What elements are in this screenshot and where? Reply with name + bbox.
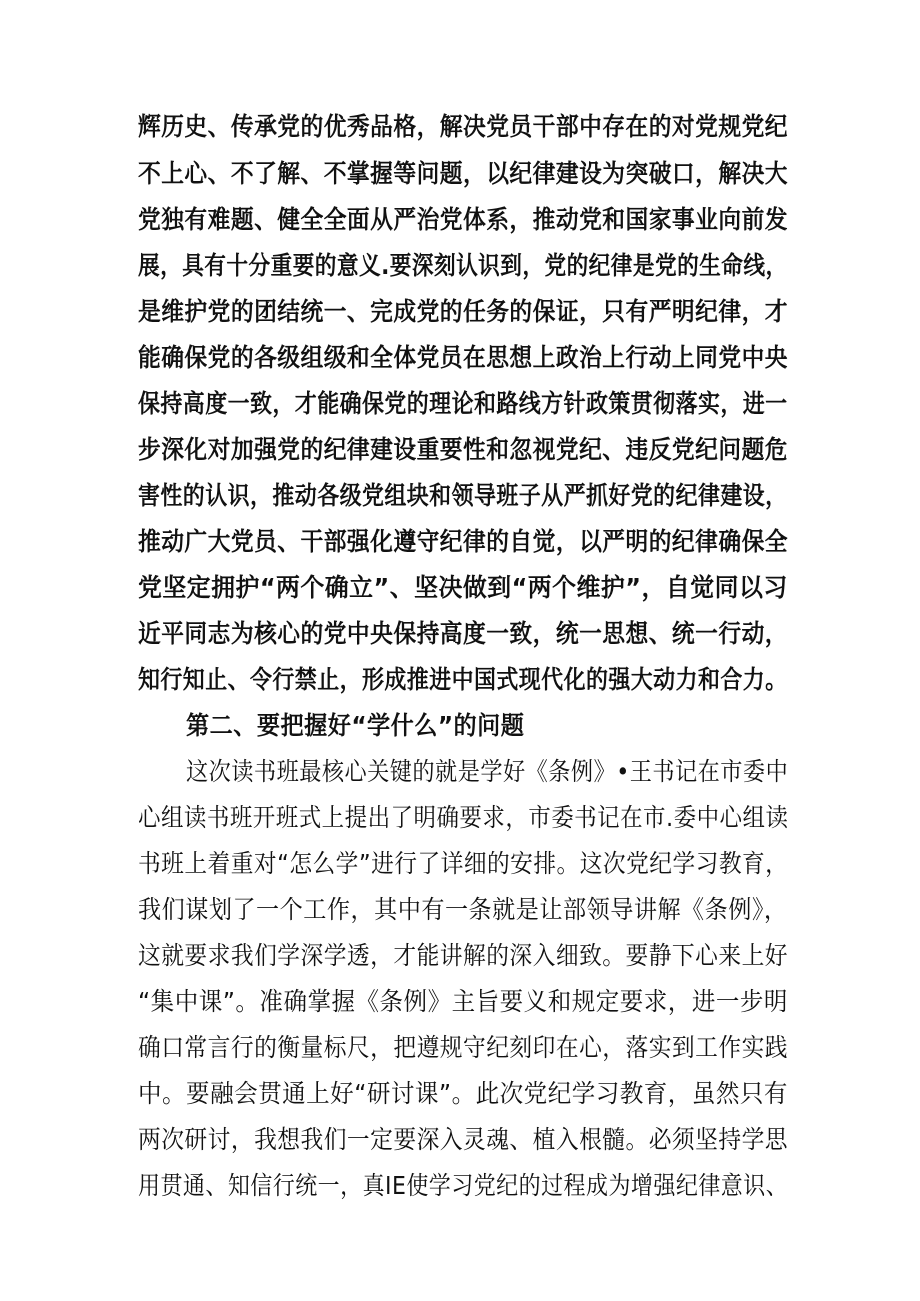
- text-line: 展，具有十分重要的意义.要深刻认识到，党的纪律是党的生命线，: [138, 251, 788, 280]
- text-line: 推动广大党员、干部强化遵守纪律的自觉，以严明的纪律确保全: [138, 527, 789, 556]
- text-line: 不上心、不了解、不掌握等问题，以纪律建设为突破口，解决大: [138, 159, 789, 188]
- text-line: 这次读书班最核心关键的就是学好《条例》•王书记在市委中: [186, 757, 789, 786]
- text-line: 书班上着重对“怎么学”进行了详细的安排。这次党纪学习教育，: [138, 849, 789, 878]
- text-line: 害性的认识，推动各级党组块和领导班子从严抓好党的纪律建设，: [138, 481, 788, 510]
- text-line: 近平同志为核心的党中央保持高度一致，统一思想、统一行动，: [138, 619, 789, 648]
- text-line: 这就要求我们学深学透，才能讲解的深入细致。要静下心来上好: [138, 941, 789, 970]
- text-line: 党独有难题、健全全面从严治党体系，推动党和国家事业向前发: [138, 205, 789, 234]
- text-line: 步深化对加强党的纪律建设重要性和忽视党纪、违反党纪问题危: [138, 435, 789, 464]
- text-line: 辉历史、传承党的优秀品格，解决党员干部中存在的对党规党纪: [138, 112, 789, 141]
- text-line: 用贯通、知信行统一，真IE使学习党纪的过程成为增强纪律意识、: [138, 1171, 789, 1200]
- section-heading: 第二、要把握好“学什么”的问题: [186, 711, 525, 740]
- text-line: “集中课”。准确掌握《条例》主旨要义和规定要求，进一步明: [138, 987, 788, 1016]
- text-line: 心组读书班开班式上提出了明确要求，市委书记在市.委中心组读: [138, 803, 789, 832]
- text-line: 是维护党的团结统一、完成党的任务的保证，只有严明纪律，才: [138, 297, 789, 326]
- text-line: 保持高度一致，才能确保党的理论和路线方针政策贯彻落实，进一: [138, 389, 788, 418]
- text-line: 确口常言行的衡量标尺，把遵规守纪刻印在心，落实到工作实践: [138, 1033, 789, 1062]
- text-line: 两次研讨，我想我们一定要深入灵魂、植入根髓。必须坚持学思: [138, 1125, 789, 1154]
- text-line: 中。要融会贯通上好“研讨课”。此次党纪学习教育，虽然只有: [138, 1079, 788, 1108]
- text-line: 我们谋划了一个工作，其中有一条就是让部领导讲解《条例》，: [138, 895, 788, 924]
- text-line: 知行知止、令行禁止，形成推进中国式现代化的强大动力和合力。: [138, 665, 788, 694]
- text-line: 能确保党的各级组级和全体党员在思想上政治上行动上同党中央: [138, 343, 789, 372]
- text-line: 党坚定拥护“两个确立”、坚决做到“两个维护”，自觉同以习: [138, 573, 788, 602]
